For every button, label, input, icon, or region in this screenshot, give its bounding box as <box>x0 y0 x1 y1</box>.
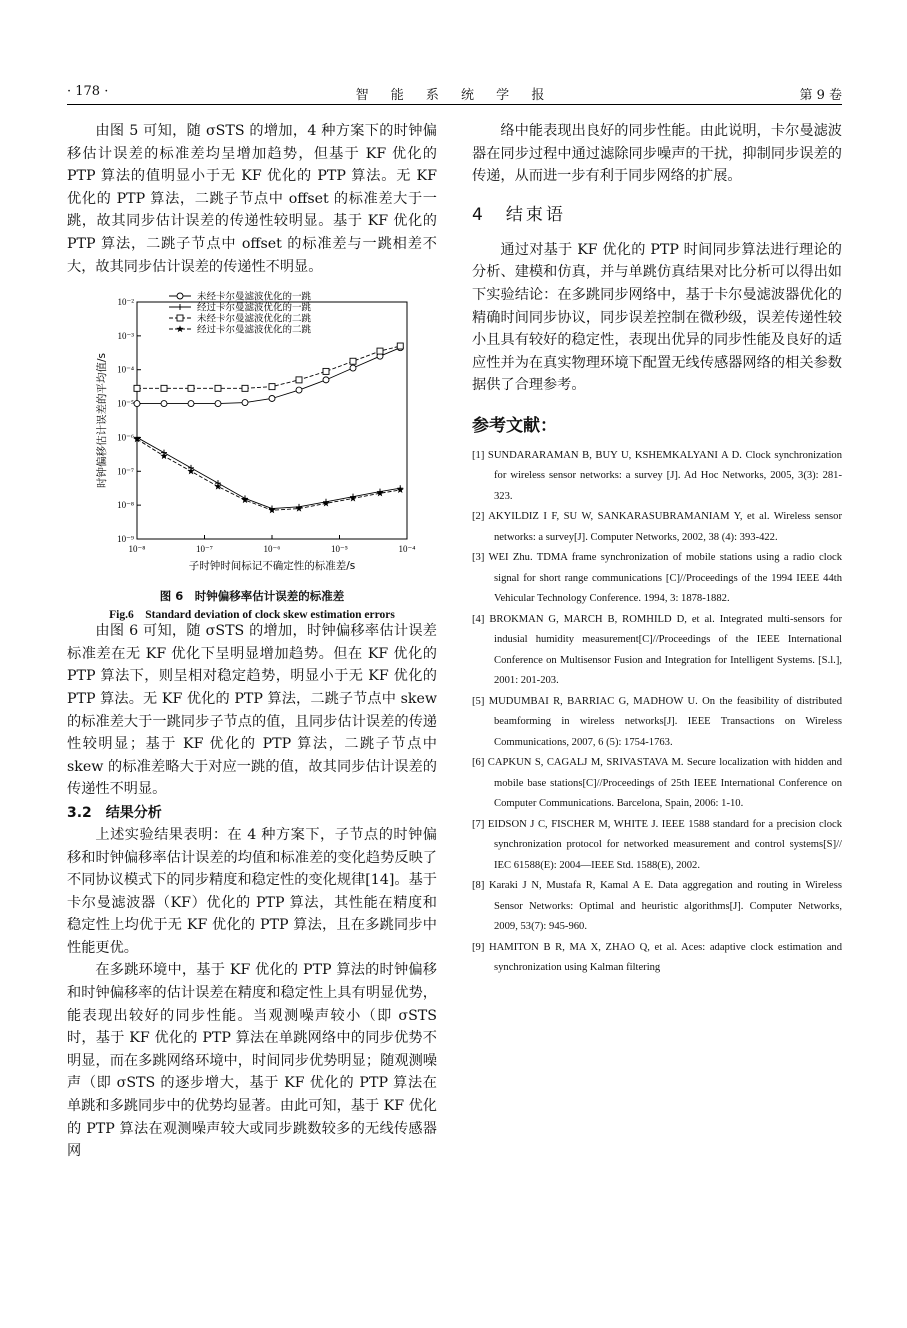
x-tick-label: 10⁻⁵ <box>331 544 348 555</box>
series-line <box>137 348 400 404</box>
data-point <box>161 401 167 407</box>
data-point <box>295 505 302 512</box>
plot-frame <box>137 302 407 539</box>
data-point <box>215 401 221 407</box>
reference-item: [4] BROKMAN G, MARCH B, ROMHILD D, et al. Integrated multi-sensors for indusial humidity measurement[C]//Proceedings of the IEEE International Conference on Multisensor Fusion and Integration for Intelligent Systems. [S.l.], 2001: 201-203. <box>472 613 842 687</box>
paragraph: 上述实验结果表明：在 4 种方案下，子节点的时钟偏移和时钟偏移率估计误差的均值和标准差的变化趋势反映了不同协议模式下的同步精度和稳定性的变化规律[14]。基于卡尔曼滤波器（KF）优化的 PTP 算法，其性能在精度和稳定性上均优于无 KF 优化的 PTP 算法，且在多跳同步中性能更优。 <box>67 826 437 956</box>
data-point <box>177 293 183 299</box>
reference-item: [5] MUDUMBAI R, BARRIAC G, MADHOW U. On the feasibility of distributed beamforming in wireless networks[J]. IEEE Transactions on Wireless Communications, 2007, 6 (5): 1754-1763. <box>472 695 842 748</box>
data-point <box>377 348 383 354</box>
reference-item: [1] SUNDARARAMAN B, BUY U, KSHEMKALYANI A D. Clock synchronization for wireless sensor networks: a survey [J]. Ad Hoc Networks, 2005, 3(3): 281-323. <box>472 449 842 502</box>
data-point <box>161 385 167 391</box>
data-point <box>296 387 302 393</box>
data-point <box>269 384 275 390</box>
y-tick-label: 10⁻³ <box>117 331 134 342</box>
legend-label: 经过卡尔曼滤波优化的一跳 <box>197 302 312 314</box>
references-title: 参考文献： <box>472 415 557 436</box>
y-tick-label: 10⁻⁷ <box>117 466 134 477</box>
data-point <box>350 365 356 371</box>
legend-label: 经过卡尔曼滤波优化的二跳 <box>197 324 312 336</box>
legend-label: 未经卡尔曼滤波优化的一跳 <box>197 291 312 303</box>
reference-item: [6] CAPKUN S, CAGALJ M, SRIVASTAVA M. Secure localization with hidden and mobile base stations[C]//Proceedings of 25th IEEE International Conference on Computer Communications. Barcelona, Spain, 2006: 1-10. <box>472 757 842 810</box>
reference-item: [7] EIDSON J C, FISCHER M, WHITE J. IEEE 1588 standard for a precision clock synchronization protocol for networked measurement and control systems[S]// IEC 61588(E): 2004—IEEE Std. 1588(E), 2002. <box>472 818 842 871</box>
left-column <box>67 120 437 1163</box>
data-point <box>323 369 329 375</box>
data-point <box>176 325 183 332</box>
data-point <box>160 452 167 459</box>
data-point <box>296 377 302 383</box>
data-point <box>322 500 329 507</box>
right-column <box>472 120 842 979</box>
x-tick-label: 10⁻⁸ <box>128 544 146 555</box>
data-point <box>323 377 329 383</box>
data-point <box>187 468 194 475</box>
series-line <box>137 438 400 509</box>
x-axis-label: 子时钟时间标记不确定性的标准差/s <box>188 560 356 573</box>
journal-title: 智 能 系 统 学 报 <box>355 88 554 103</box>
x-tick-label: 10⁻⁶ <box>263 544 281 555</box>
data-point <box>134 401 140 407</box>
data-point <box>242 400 248 406</box>
x-tick-label: 10⁻⁴ <box>398 544 416 555</box>
data-point <box>188 385 194 391</box>
section-heading: 4 结束语 <box>472 204 566 225</box>
data-point <box>349 495 356 502</box>
paragraph: 通过对基于 KF 优化的 PTP 时间同步算法进行理论的分析、建模和仿真，并与单跳仿真结果对比分析可以得出如下实验结论：在多跳同步网络中，基于卡尔曼滤波器优化的精确时间同步协议，同步误差控制在微秒级，误差传递性较小且具有较好的稳定性，表现出优异的同步性能及良好的适应性并为在真实物理环境下配置无线传感器网络的相关参数据供了合理参考。 <box>472 241 842 394</box>
y-axis-label: 时钟偏移估计误差的平均值/s <box>96 353 108 489</box>
data-point <box>397 343 403 349</box>
y-tick-label: 10⁻² <box>117 297 134 308</box>
reference-item: [3] WEI Zhu. TDMA frame synchronization of mobile stations using a radio clock signal for short range communications [C]//Proceedings of the 1994 IEEE 44th Vehicular Technology Conference. 1994, 3: 1878-1882. <box>472 552 842 605</box>
y-tick-label: 10⁻⁴ <box>117 364 134 375</box>
running-header <box>67 84 842 105</box>
y-tick-label: 10⁻⁹ <box>117 534 134 545</box>
section-heading: 3.2 结果分析 <box>67 804 162 821</box>
figure-caption-cn: 图 6 时钟偏移率估计误差的标准差 <box>159 589 345 604</box>
y-tick-label: 10⁻⁵ <box>117 398 134 409</box>
data-point <box>397 486 404 493</box>
data-point <box>134 385 140 391</box>
data-point <box>215 385 221 391</box>
reference-list <box>472 446 842 979</box>
figure-caption-en: Fig.6 Standard deviation of clock skew estimation errors <box>109 609 395 622</box>
reference-item: [2] AKYILDIZ I F, SU W, SANKARASUBRAMANIAM Y, et al. Wireless sensor networks: a survey[J]. Computer Networks, 2002, 38 (4): 393-422. <box>472 511 842 543</box>
data-point <box>376 490 383 497</box>
paragraph: 由图 6 可知，随 σSTS 的增加，时钟偏移率估计误差标准差在无 KF 优化下呈明显增加趋势。但在 KF 优化的 PTP 算法下，则呈相对稳定趋势，明显小于无 KF 优化的 PTP 算法。无 KF 优化的 PTP 算法，二跳子节点中 skew 的标准差大于一跳同步子节点的值，且同步估计误差的传递性较明显；基于 KF 优化的 PTP 算法，二跳子节点中 skew 的标准差略大于对应一跳的值，故其同步估计误差的传递性不明显。 <box>67 623 437 798</box>
series-line <box>137 346 400 388</box>
data-point <box>214 483 221 490</box>
data-point <box>188 401 194 407</box>
paragraph: 在多跳环境中，基于 KF 优化的 PTP 算法的时钟偏移和时钟偏移率的估计误差在精度和稳定性上具有明显优势，能表现出较好的同步性能。当观测噪声较小（即 σSTS 时，基于 KF 优化的 PTP 算法在单跳网络中的同步优势不明显，而在多跳网络环境中，时间同步优势明显；随观测噪声（即 σSTS 的逐步增大，基于 KF 优化的 PTP 算法在单跳和多跳同步中的优势均显著。由此可知，基于 KF 优化的 PTP 算法在观测噪声较大或同步跳数较多的无线传感器网 <box>67 962 437 1160</box>
y-tick-label: 10⁻⁶ <box>117 432 134 443</box>
y-tick-label: 10⁻⁸ <box>117 500 134 511</box>
x-tick-label: 10⁻⁷ <box>196 544 213 555</box>
data-point <box>177 315 183 321</box>
data-point <box>177 304 183 310</box>
data-point <box>269 396 275 402</box>
volume-label: 第 9 卷 <box>799 88 842 103</box>
data-point <box>350 358 356 364</box>
paragraph: 络中能表现出良好的同步性能。由此说明，卡尔曼滤波器在同步过程中通过滤除同步噪声的干扰，抑制同步误差的传递，从而进一步有利于同步网络的扩展。 <box>472 123 842 185</box>
series-line <box>137 439 400 510</box>
figure-6 <box>67 284 437 620</box>
reference-item: [8] Karaki J N, Mustafa R, Kamal A E. Data aggregation and routing in Wireless Sensor Networks: Optimal and heuristic algorithms[J]. Computer Networks, 2009, 53(7): 945-960. <box>472 880 842 933</box>
page-number: · 178 · <box>67 84 109 99</box>
paragraph: 由图 5 可知，随 σSTS 的增加，4 种方案下的时钟偏移估计误差的标准差均呈增加趋势，但基于 KF 优化的 PTP 算法的值明显小于无 KF 优化的 PTP 算法。无 KF 优化的 PTP 算法，二跳子节点中 offset 的标准差大于一跳，故其同步估计误差的传递性较明显。基于 KF 优化的 PTP 算法，二跳子节点中 offset 的标准差与一跳相差不大，故其同步估计误差的传递性不明显。 <box>67 123 437 275</box>
chart-svg <box>67 284 437 584</box>
reference-item: [9] HAMITON B R, MA X, ZHAO Q, et al. Aces: adaptive clock estimation and synchronization using Kalman filtering <box>472 941 842 974</box>
legend-label: 未经卡尔曼滤波优化的二跳 <box>197 313 312 325</box>
data-point <box>242 385 248 391</box>
